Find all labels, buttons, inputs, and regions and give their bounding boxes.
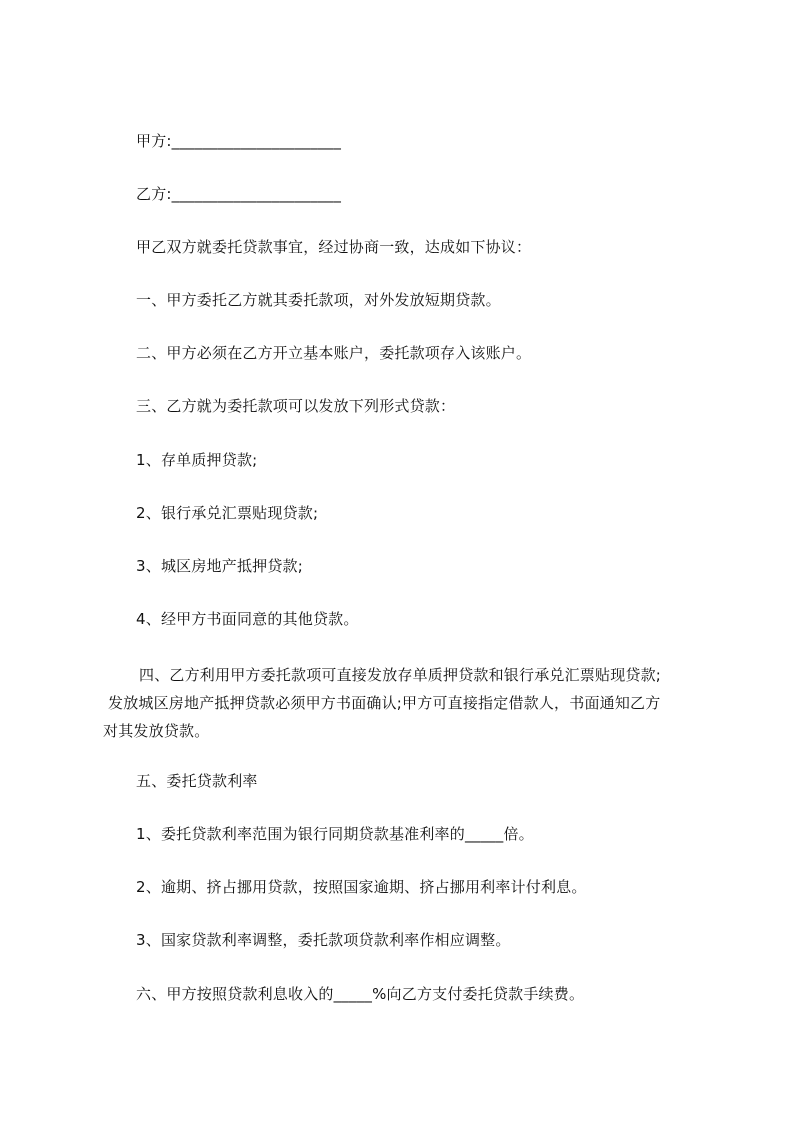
clause-1: 一、甲方委托乙方就其委托款项，对外发放短期贷款。 (136, 291, 501, 309)
clause-4-paragraph (103, 661, 703, 745)
party-b-line: 乙方:______________________ (136, 185, 342, 203)
clause-3-item-1: 1、存单质押贷款; (136, 451, 258, 469)
clause-2: 二、甲方必须在乙方开立基本账户，委托款项存入该账户。 (136, 344, 532, 362)
clause-5-item-3: 3、国家贷款利率调整，委托款项贷款利率作相应调整。 (136, 931, 511, 949)
clause-5: 五、委托贷款利率 (136, 772, 258, 790)
clause-4-line-3: 对其发放贷款。 (103, 722, 210, 740)
clause-5-item-1: 1、委托贷款利率范围为银行同期贷款基准利率的_____倍。 (136, 825, 534, 843)
clause-5-item-2: 2、逾期、挤占挪用贷款，按照国家逾期、挤占挪用利率计付利息。 (136, 878, 587, 896)
intro-text: 甲乙双方就委托贷款事宜，经过协商一致，达成如下协议： (136, 238, 532, 256)
clause-3-item-3: 3、城区房地产抵押贷款; (136, 557, 303, 575)
clause-4-line-2: 发放城区房地产抵押贷款必须甲方书面确认;甲方可直接指定借款人，书面通知乙方 (108, 694, 661, 712)
clause-6: 六、甲方按照贷款利息收入的_____%向乙方支付委托贷款手续费。 (136, 985, 585, 1003)
clause-3: 三、乙方就为委托款项可以发放下列形式贷款： (136, 397, 456, 415)
party-a-line: 甲方:______________________ (136, 132, 342, 150)
clause-3-item-4: 4、经甲方书面同意的其他贷款。 (136, 610, 359, 628)
clause-4-line-1: 四、乙方利用甲方委托款项可直接发放存单质押贷款和银行承兑汇票贴现贷款; (139, 666, 662, 684)
clause-3-item-2: 2、银行承兑汇票贴现贷款; (136, 504, 319, 522)
